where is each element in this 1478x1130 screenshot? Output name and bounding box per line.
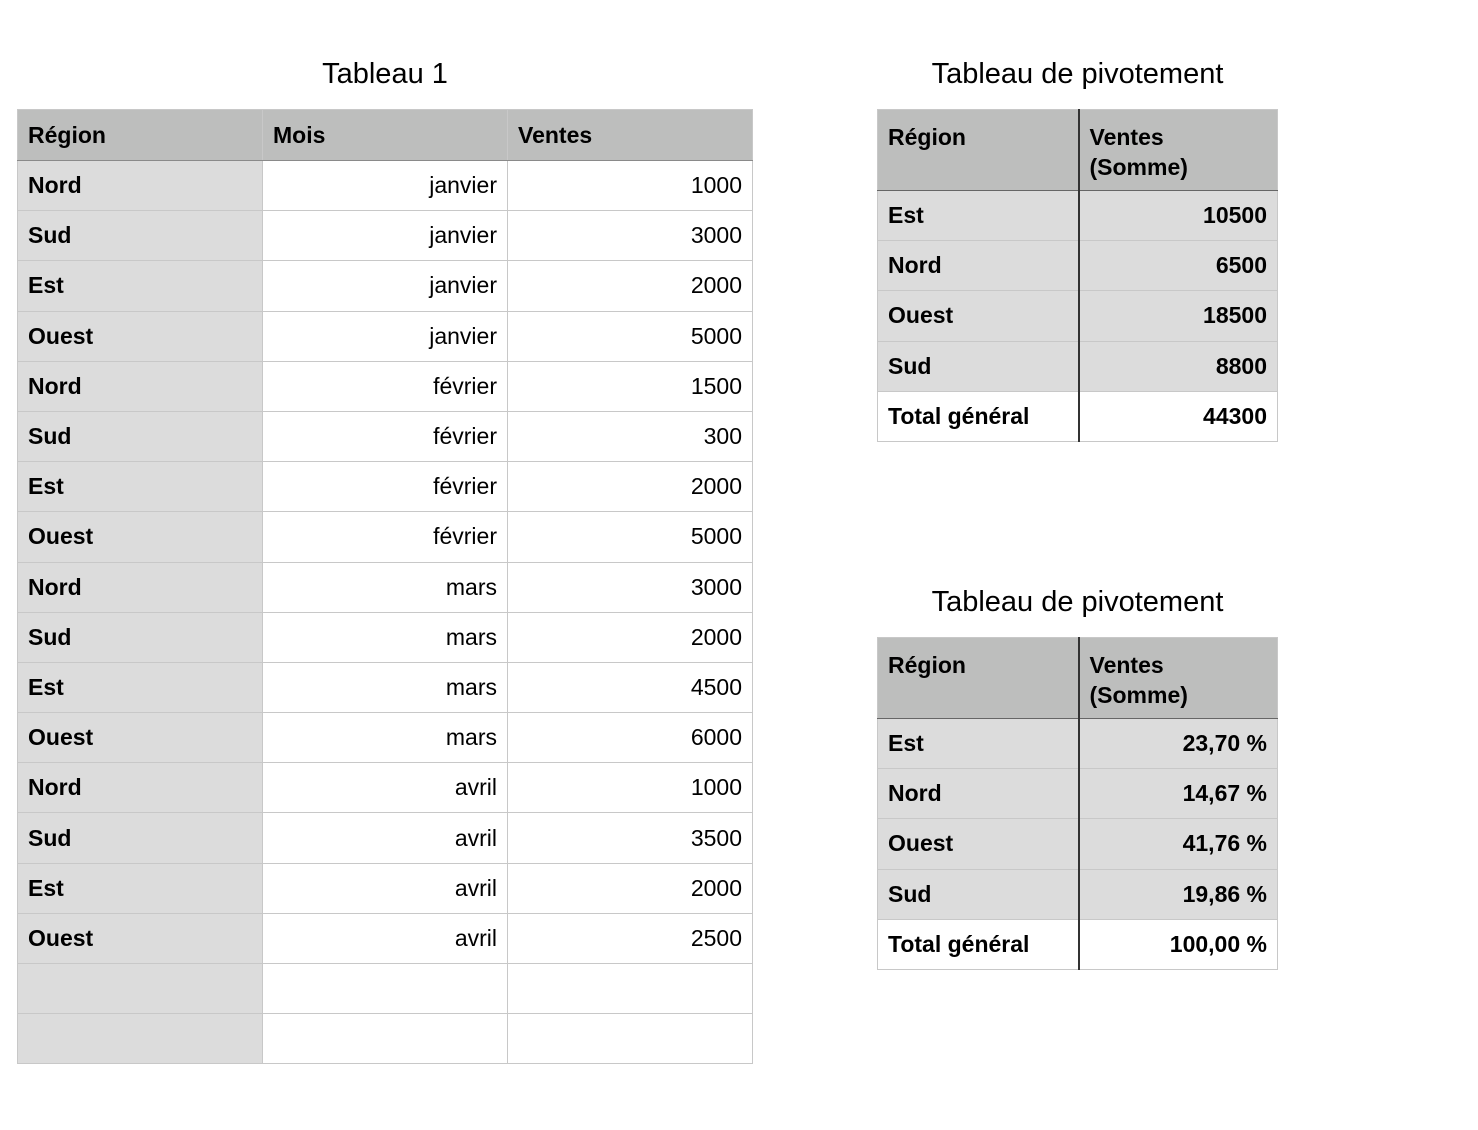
pivot-total-value[interactable]: 44300 [1079,391,1278,441]
pivot-cell-region[interactable]: Sud [878,869,1079,919]
cell-region[interactable]: Ouest [18,311,263,361]
table-row [18,964,753,1014]
pivot-header-row [878,110,1278,191]
cell-ventes[interactable]: 300 [508,411,753,461]
pivot-total-row [878,391,1278,441]
pivot-cell-value[interactable]: 19,86 % [1079,869,1278,919]
pivot-cell-region[interactable]: Ouest [878,819,1079,869]
table-row [18,763,753,813]
pivot-row [878,769,1278,819]
cell-region[interactable]: Sud [18,211,263,261]
table-row [18,512,753,562]
cell-region[interactable]: Ouest [18,913,263,963]
cell-ventes[interactable]: 2000 [508,612,753,662]
cell-ventes[interactable]: 3500 [508,813,753,863]
pivot-cell-value[interactable]: 8800 [1079,341,1278,391]
pivot-row [878,241,1278,291]
cell-region[interactable]: Nord [18,763,263,813]
header-ventes[interactable]: Ventes [508,110,753,161]
table-row [18,1014,753,1064]
cell-region[interactable]: Nord [18,161,263,211]
table-row [18,462,753,512]
cell-region[interactable]: Est [18,462,263,512]
cell-region[interactable]: Est [18,662,263,712]
cell-mois[interactable]: février [263,361,508,411]
cell-ventes[interactable] [508,964,753,1014]
cell-ventes[interactable]: 3000 [508,211,753,261]
pivot-header-region[interactable]: Région [878,638,1079,719]
table-row [18,211,753,261]
pivot-cell-region[interactable]: Nord [878,241,1079,291]
header-region[interactable]: Région [18,110,263,161]
cell-mois[interactable]: mars [263,562,508,612]
cell-mois[interactable]: février [263,462,508,512]
pivot-header-ventes-line1: Ventes [1089,652,1164,678]
pivot-table-sum [877,109,1278,442]
pivot-cell-value[interactable]: 41,76 % [1079,819,1278,869]
cell-ventes[interactable]: 1000 [508,763,753,813]
pivot-row [878,869,1278,919]
cell-mois[interactable]: mars [263,713,508,763]
cell-region[interactable]: Nord [18,361,263,411]
pivot-row [878,291,1278,341]
cell-region[interactable]: Sud [18,411,263,461]
cell-ventes[interactable]: 5000 [508,512,753,562]
pivot-total-value[interactable]: 100,00 % [1079,919,1278,969]
header-mois[interactable]: Mois [263,110,508,161]
table-row [18,161,753,211]
table-row [18,713,753,763]
pivot-row [878,719,1278,769]
cell-ventes[interactable]: 4500 [508,662,753,712]
pivot-cell-region[interactable]: Est [878,719,1079,769]
pivot-header-ventes[interactable] [1079,638,1278,719]
cell-mois[interactable]: mars [263,662,508,712]
sales-table [17,109,753,1064]
pivot-cell-value[interactable]: 14,67 % [1079,769,1278,819]
cell-region[interactable]: Ouest [18,512,263,562]
pivot-cell-value[interactable]: 10500 [1079,191,1278,241]
cell-mois[interactable]: février [263,512,508,562]
pivot-cell-region[interactable]: Est [878,191,1079,241]
cell-mois[interactable]: février [263,411,508,461]
cell-ventes[interactable]: 2000 [508,863,753,913]
pivot-row [878,819,1278,869]
cell-mois[interactable] [263,964,508,1014]
table-row [18,562,753,612]
table-header-row [18,110,753,161]
cell-region[interactable]: Est [18,863,263,913]
cell-mois[interactable]: avril [263,913,508,963]
pivot-row [878,341,1278,391]
cell-mois[interactable]: janvier [263,311,508,361]
cell-ventes[interactable]: 1000 [508,161,753,211]
cell-mois[interactable]: avril [263,763,508,813]
cell-mois[interactable]: mars [263,612,508,662]
cell-region[interactable] [18,964,263,1014]
table-row [18,311,753,361]
pivot1-title: Tableau de pivotement [931,58,1224,90]
pivot-cell-region[interactable]: Nord [878,769,1079,819]
pivot-header-ventes[interactable] [1079,110,1278,191]
table-row [18,261,753,311]
table-row [18,612,753,662]
cell-mois[interactable]: avril [263,813,508,863]
pivot2-title: Tableau de pivotement [931,586,1224,618]
pivot-total-label[interactable]: Total général [878,391,1079,441]
pivot-cell-value[interactable]: 6500 [1079,241,1278,291]
cell-region[interactable]: Est [18,261,263,311]
table-row [18,411,753,461]
cell-mois[interactable]: janvier [263,161,508,211]
cell-ventes[interactable]: 3000 [508,562,753,612]
pivot-cell-value[interactable]: 18500 [1079,291,1278,341]
pivot-header-row [878,638,1278,719]
pivot-total-label[interactable]: Total général [878,919,1079,969]
cell-ventes[interactable]: 2000 [508,462,753,512]
pivot-header-ventes-line2: (Somme) [1089,682,1188,708]
cell-mois[interactable]: janvier [263,261,508,311]
table-row [18,361,753,411]
pivot-cell-region[interactable]: Sud [878,341,1079,391]
cell-mois[interactable]: janvier [263,211,508,261]
cell-ventes[interactable]: 6000 [508,713,753,763]
cell-ventes[interactable]: 2000 [508,261,753,311]
cell-region[interactable]: Sud [18,612,263,662]
cell-ventes[interactable]: 1500 [508,361,753,411]
pivot-cell-region[interactable]: Ouest [878,291,1079,341]
cell-region[interactable]: Nord [18,562,263,612]
pivot-table-percent [877,637,1278,970]
pivot-cell-value[interactable]: 23,70 % [1079,719,1278,769]
pivot-row [878,191,1278,241]
cell-ventes[interactable]: 5000 [508,311,753,361]
table1-title: Tableau 1 [322,58,448,90]
cell-mois[interactable] [263,1014,508,1064]
cell-region[interactable]: Ouest [18,713,263,763]
cell-ventes[interactable] [508,1014,753,1064]
table-row [18,813,753,863]
table-row [18,913,753,963]
cell-ventes[interactable]: 2500 [508,913,753,963]
cell-mois[interactable]: avril [263,863,508,913]
table-row [18,863,753,913]
pivot-header-ventes-line1: Ventes [1089,124,1164,150]
pivot-header-region[interactable]: Région [878,110,1079,191]
pivot-total-row [878,919,1278,969]
cell-region[interactable] [18,1014,263,1064]
cell-region[interactable]: Sud [18,813,263,863]
table-row [18,662,753,712]
pivot-header-ventes-line2: (Somme) [1089,154,1188,180]
